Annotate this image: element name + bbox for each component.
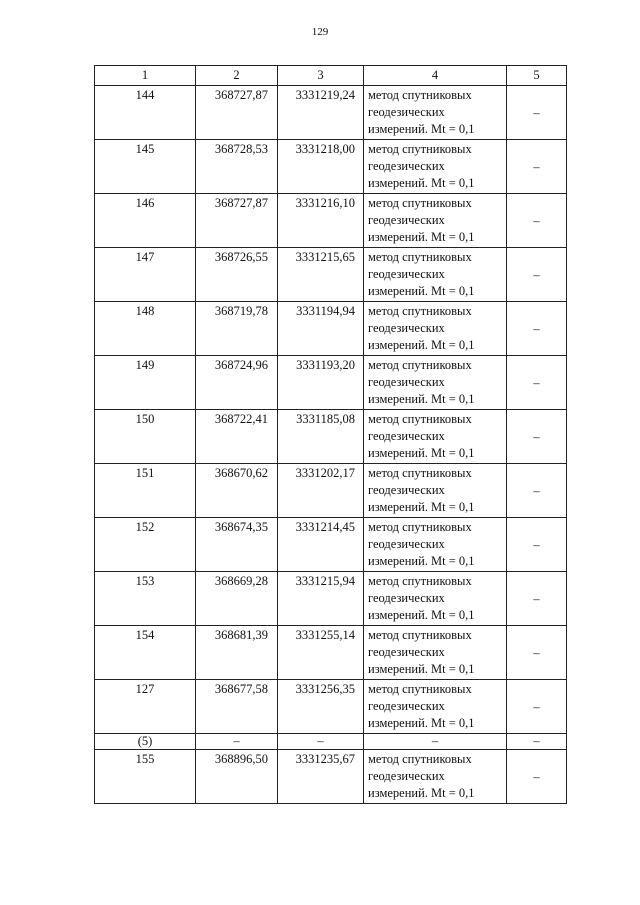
header-col-1: 1	[95, 66, 196, 86]
y-coordinate-cell: 3331215,94	[278, 572, 364, 626]
note-cell: –	[507, 464, 567, 518]
y-coordinate-cell: 3331255,14	[278, 626, 364, 680]
x-coordinate-cell: 368727,87	[196, 86, 278, 140]
method-line: метод спутниковых	[368, 466, 472, 480]
method-line: измерений. Mt = 0,1	[368, 608, 475, 622]
separator-row	[95, 734, 567, 750]
x-coordinate-cell: 368670,62	[196, 464, 278, 518]
separator-cell: –	[196, 734, 278, 750]
note-cell: –	[507, 626, 567, 680]
method-cell	[364, 518, 507, 572]
y-coordinate-cell: 3331218,00	[278, 140, 364, 194]
method-line: геодезических	[368, 267, 445, 281]
method-cell	[364, 464, 507, 518]
method-line: геодезических	[368, 213, 445, 227]
point-number-cell: 147	[95, 248, 196, 302]
x-coordinate-cell: 368722,41	[196, 410, 278, 464]
method-line: геодезических	[368, 591, 445, 605]
y-coordinate-cell: 3331235,67	[278, 750, 364, 804]
table-row	[95, 302, 567, 356]
x-coordinate-cell: 368669,28	[196, 572, 278, 626]
note-cell: –	[507, 140, 567, 194]
method-cell	[364, 140, 507, 194]
method-line: геодезических	[368, 375, 445, 389]
point-number-cell: 152	[95, 518, 196, 572]
method-line: геодезических	[368, 769, 445, 783]
table-row	[95, 356, 567, 410]
method-line: измерений. Mt = 0,1	[368, 284, 475, 298]
method-cell	[364, 194, 507, 248]
method-line: метод спутниковых	[368, 88, 472, 102]
method-line: метод спутниковых	[368, 574, 472, 588]
table-row	[95, 750, 567, 804]
table-row	[95, 194, 567, 248]
note-cell: –	[507, 356, 567, 410]
table-row	[95, 86, 567, 140]
method-line: измерений. Mt = 0,1	[368, 122, 475, 136]
method-line: геодезических	[368, 645, 445, 659]
table-row	[95, 626, 567, 680]
separator-cell: –	[364, 734, 507, 750]
separator-cell: –	[278, 734, 364, 750]
note-cell: –	[507, 248, 567, 302]
header-col-4: 4	[364, 66, 507, 86]
method-line: геодезических	[368, 699, 445, 713]
point-number-cell: 144	[95, 86, 196, 140]
page-number: 129	[311, 26, 329, 38]
method-line: измерений. Mt = 0,1	[368, 500, 475, 514]
method-line: метод спутниковых	[368, 142, 472, 156]
coordinates-table	[94, 65, 567, 804]
y-coordinate-cell: 3331256,35	[278, 680, 364, 734]
y-coordinate-cell: 3331194,94	[278, 302, 364, 356]
method-line: метод спутниковых	[368, 682, 472, 696]
method-cell	[364, 248, 507, 302]
method-line: геодезических	[368, 483, 445, 497]
method-line: геодезических	[368, 537, 445, 551]
method-cell	[364, 356, 507, 410]
note-cell: –	[507, 572, 567, 626]
method-cell	[364, 302, 507, 356]
method-line: метод спутниковых	[368, 520, 472, 534]
note-cell: –	[507, 302, 567, 356]
method-line: измерений. Mt = 0,1	[368, 662, 475, 676]
method-cell	[364, 680, 507, 734]
table-row	[95, 248, 567, 302]
method-line: метод спутниковых	[368, 196, 472, 210]
table-row	[95, 572, 567, 626]
point-number-cell: 148	[95, 302, 196, 356]
y-coordinate-cell: 3331219,24	[278, 86, 364, 140]
method-line: геодезических	[368, 159, 445, 173]
header-col-2: 2	[196, 66, 278, 86]
method-line: измерений. Mt = 0,1	[368, 230, 475, 244]
x-coordinate-cell: 368677,58	[196, 680, 278, 734]
table-body	[95, 86, 567, 804]
y-coordinate-cell: 3331216,10	[278, 194, 364, 248]
note-cell: –	[507, 750, 567, 804]
y-coordinate-cell: 3331193,20	[278, 356, 364, 410]
x-coordinate-cell: 368674,35	[196, 518, 278, 572]
method-line: измерений. Mt = 0,1	[368, 338, 475, 352]
point-number-cell: 151	[95, 464, 196, 518]
header-col-5: 5	[507, 66, 567, 86]
method-line: метод спутниковых	[368, 752, 472, 766]
table-row	[95, 140, 567, 194]
table-row	[95, 410, 567, 464]
method-line: геодезических	[368, 321, 445, 335]
point-number-cell: 146	[95, 194, 196, 248]
header-col-3: 3	[278, 66, 364, 86]
table-row	[95, 464, 567, 518]
method-line: метод спутниковых	[368, 250, 472, 264]
method-cell	[364, 86, 507, 140]
x-coordinate-cell: 368728,53	[196, 140, 278, 194]
note-cell: –	[507, 518, 567, 572]
point-number-cell: 150	[95, 410, 196, 464]
note-cell: –	[507, 86, 567, 140]
point-number-cell: 127	[95, 680, 196, 734]
note-cell: –	[507, 410, 567, 464]
x-coordinate-cell: 368726,55	[196, 248, 278, 302]
separator-cell: –	[507, 734, 567, 750]
header-row	[95, 66, 567, 86]
x-coordinate-cell: 368724,96	[196, 356, 278, 410]
table-header	[95, 66, 567, 86]
point-number-cell: 154	[95, 626, 196, 680]
method-line: измерений. Mt = 0,1	[368, 786, 475, 800]
method-line: измерений. Mt = 0,1	[368, 716, 475, 730]
table-row	[95, 680, 567, 734]
method-line: метод спутниковых	[368, 628, 472, 642]
method-line: метод спутниковых	[368, 412, 472, 426]
x-coordinate-cell: 368727,87	[196, 194, 278, 248]
x-coordinate-cell: 368896,50	[196, 750, 278, 804]
y-coordinate-cell: 3331215,65	[278, 248, 364, 302]
method-cell	[364, 626, 507, 680]
note-cell: –	[507, 680, 567, 734]
method-line: измерений. Mt = 0,1	[368, 554, 475, 568]
point-number-cell: 153	[95, 572, 196, 626]
method-cell	[364, 750, 507, 804]
method-line: измерений. Mt = 0,1	[368, 446, 475, 460]
method-line: геодезических	[368, 105, 445, 119]
point-number-cell: 145	[95, 140, 196, 194]
y-coordinate-cell: 3331214,45	[278, 518, 364, 572]
method-cell	[364, 410, 507, 464]
x-coordinate-cell: 368681,39	[196, 626, 278, 680]
x-coordinate-cell: 368719,78	[196, 302, 278, 356]
y-coordinate-cell: 3331202,17	[278, 464, 364, 518]
table-row	[95, 518, 567, 572]
point-number-cell: 155	[95, 750, 196, 804]
method-cell	[364, 572, 507, 626]
method-line: геодезических	[368, 429, 445, 443]
point-number-cell: 149	[95, 356, 196, 410]
method-line: измерений. Mt = 0,1	[368, 392, 475, 406]
method-line: метод спутниковых	[368, 358, 472, 372]
y-coordinate-cell: 3331185,08	[278, 410, 364, 464]
separator-cell: (5)	[95, 734, 196, 750]
method-line: измерений. Mt = 0,1	[368, 176, 475, 190]
note-cell: –	[507, 194, 567, 248]
method-line: метод спутниковых	[368, 304, 472, 318]
